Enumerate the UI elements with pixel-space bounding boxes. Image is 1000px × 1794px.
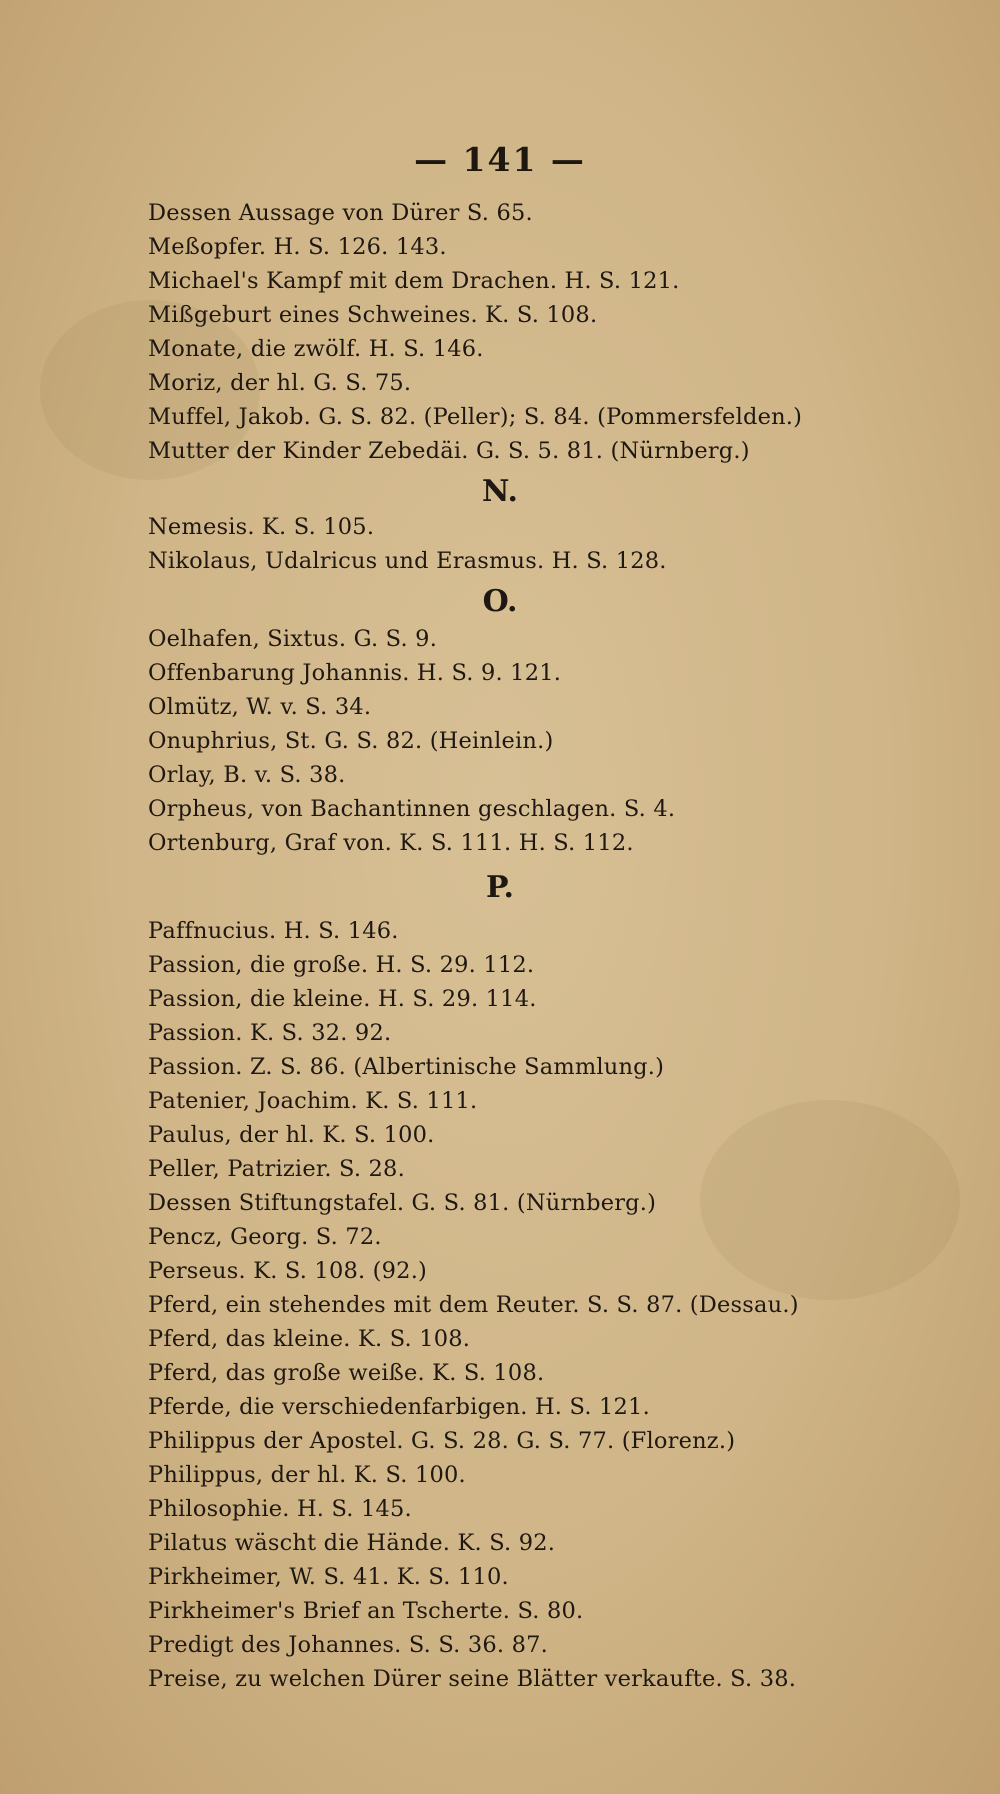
index-entry: Orpheus, von Bachantinnen geschlagen. S. 4. <box>148 796 676 822</box>
paper-stain <box>700 1100 960 1300</box>
index-entry: Predigt des Johannes. S. S. 36. 87. <box>148 1632 548 1658</box>
index-entry: Pilatus wäscht die Hände. K. S. 92. <box>148 1530 556 1556</box>
index-entry: Nikolaus, Udalricus und Erasmus. H. S. 128. <box>148 548 667 574</box>
index-entry: Paffnucius. H. S. 146. <box>148 918 399 944</box>
index-entry: Pencz, Georg. S. 72. <box>148 1224 382 1250</box>
index-entry: Monate, die zwölf. H. S. 146. <box>148 336 484 362</box>
index-entry: Pferde, die verschiedenfarbigen. H. S. 121. <box>148 1394 650 1420</box>
index-entry: Pferd, das kleine. K. S. 108. <box>148 1326 471 1352</box>
index-entry: Oelhafen, Sixtus. G. S. 9. <box>148 626 438 652</box>
index-entry: Paulus, der hl. K. S. 100. <box>148 1122 435 1148</box>
index-entry: Offenbarung Johannis. H. S. 9. 121. <box>148 660 562 686</box>
section-heading-o: O. <box>482 584 518 619</box>
index-entry: Mißgeburt eines Schweines. K. S. 108. <box>148 302 598 328</box>
index-entry: Perseus. K. S. 108. (92.) <box>148 1258 428 1284</box>
index-entry: Michael's Kampf mit dem Drachen. H. S. 121. <box>148 268 680 294</box>
index-entry: Moriz, der hl. G. S. 75. <box>148 370 412 396</box>
index-entry: Philippus der Apostel. G. S. 28. G. S. 77. (Florenz.) <box>148 1428 736 1454</box>
index-entry: Passion. K. S. 32. 92. <box>148 1020 392 1046</box>
index-entry: Pirkheimer, W. S. 41. K. S. 110. <box>148 1564 509 1590</box>
index-entry: Peller, Patrizier. S. 28. <box>148 1156 405 1182</box>
index-entry: Nemesis. K. S. 105. <box>148 514 375 540</box>
page-number: — 141 — <box>414 140 586 179</box>
index-entry: Pferd, das große weiße. K. S. 108. <box>148 1360 545 1386</box>
index-entry: Pferd, ein stehendes mit dem Reuter. S. S. 87. (Dessau.) <box>148 1292 799 1318</box>
section-heading-n: N. <box>482 474 518 509</box>
index-entry: Meßopfer. H. S. 126. 143. <box>148 234 447 260</box>
index-entry: Onuphrius, St. G. S. 82. (Heinlein.) <box>148 728 554 754</box>
index-entry: Mutter der Kinder Zebedäi. G. S. 5. 81. (Nürnberg.) <box>148 438 750 464</box>
index-entry: Muffel, Jakob. G. S. 82. (Peller); S. 84. (Pommersfelden.) <box>148 404 803 430</box>
section-heading-p: P. <box>485 870 515 905</box>
index-entry: Pirkheimer's Brief an Tscherte. S. 80. <box>148 1598 584 1624</box>
index-entry: Philosophie. H. S. 145. <box>148 1496 412 1522</box>
index-entry: Passion, die kleine. H. S. 29. 114. <box>148 986 537 1012</box>
index-entry: Philippus, der hl. K. S. 100. <box>148 1462 466 1488</box>
index-entry: Preise, zu welchen Dürer seine Blätter verkaufte. S. 38. <box>148 1666 797 1692</box>
index-entry: Olmütz, W. v. S. 34. <box>148 694 372 720</box>
index-entry: Ortenburg, Graf von. K. S. 111. H. S. 112. <box>148 830 634 856</box>
index-entry: Dessen Aussage von Dürer S. 65. <box>148 200 533 226</box>
index-entry: Patenier, Joachim. K. S. 111. <box>148 1088 478 1114</box>
index-entry: Passion. Z. S. 86. (Albertinische Sammlung.) <box>148 1054 665 1080</box>
index-entry: Orlay, B. v. S. 38. <box>148 762 346 788</box>
index-entry: Dessen Stiftungstafel. G. S. 81. (Nürnberg.) <box>148 1190 657 1216</box>
index-entry: Passion, die große. H. S. 29. 112. <box>148 952 535 978</box>
